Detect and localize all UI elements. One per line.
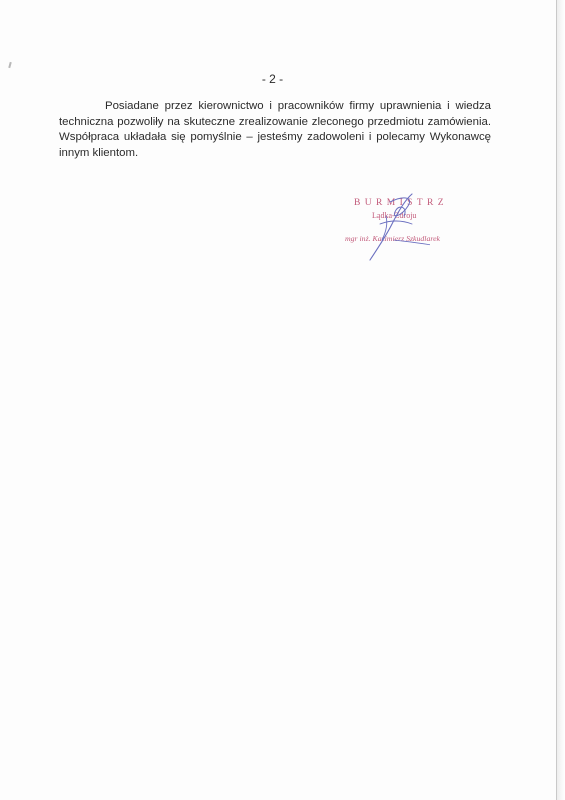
body-line: Współpraca układała się pomyślnie – jesteśmy zadowoleni i polecamy Wykonawcę — [59, 131, 491, 143]
scan-edge-line — [556, 0, 557, 800]
body-line: innym klientom. — [59, 146, 139, 159]
mayor-stamp — [330, 190, 460, 270]
page-number: - 2 - — [261, 72, 284, 86]
handwritten-signature — [350, 190, 430, 264]
stamp-place: Lądka-Zdroju — [372, 211, 417, 220]
body-line: techniczna pozwoliły na skuteczne zrealizowanie zleconego przedmiotu zamówienia. — [59, 115, 491, 128]
stamp-title: BURMISTRZ — [354, 198, 448, 208]
scan-speck — [8, 62, 11, 68]
body-paragraph — [59, 99, 491, 161]
body-line: Posiadane przez kierownictwo i pracowników firmy uprawnienia i wiedza — [105, 100, 491, 112]
scan-edge — [557, 0, 565, 800]
stamp-name: mgr inż. Kazimierz Szkudlarek — [345, 234, 441, 243]
